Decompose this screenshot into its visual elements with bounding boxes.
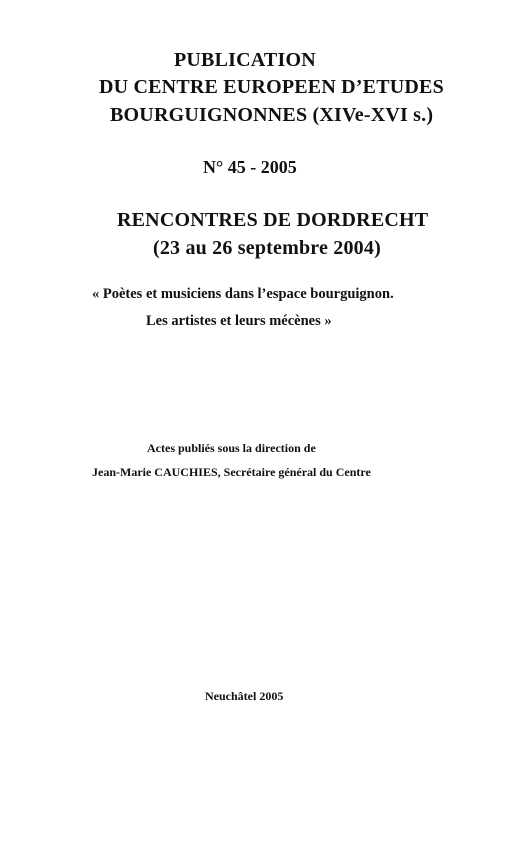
- theme-line-2: Les artistes et leurs mécènes »: [146, 313, 332, 329]
- editor-line-1: Actes publiés sous la direction de: [147, 441, 316, 455]
- issue-number: N° 45 - 2005: [203, 157, 297, 177]
- meeting-dates: (23 au 26 septembre 2004): [153, 237, 381, 259]
- meeting-title: RENCONTRES DE DORDRECHT: [117, 209, 429, 231]
- theme-line-1: « Poètes et musiciens dans l’espace bourguignon.: [92, 286, 394, 302]
- editor-line-2: Jean-Marie CAUCHIES, Secrétaire général du Centre: [92, 465, 371, 479]
- publication-title-line-1: PUBLICATION: [174, 49, 316, 71]
- imprint-place-year: Neuchâtel 2005: [205, 689, 284, 703]
- publication-title-line-2: DU CENTRE EUROPEEN D’ETUDES: [99, 76, 444, 98]
- publication-title-line-3: BOURGUIGNONNES (XIVe-XVI s.): [110, 104, 434, 126]
